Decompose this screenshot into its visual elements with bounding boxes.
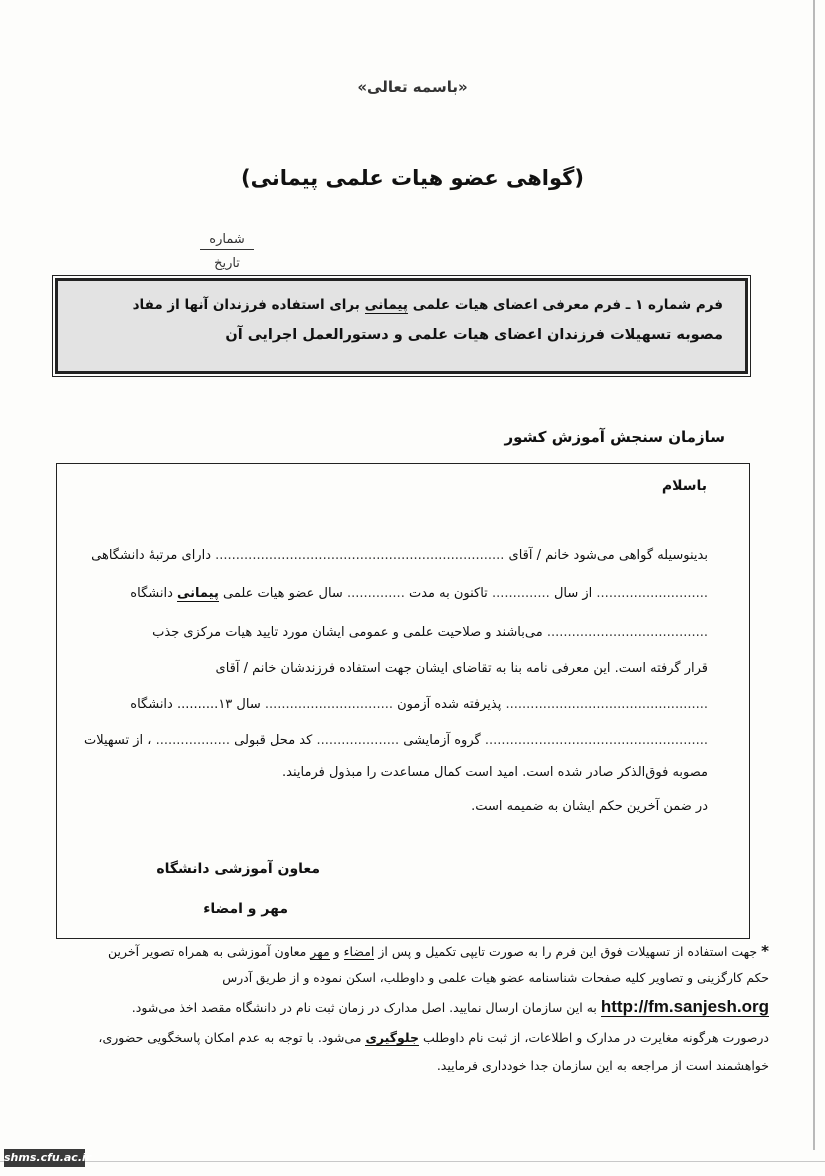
- form-text: سال: [236, 697, 261, 712]
- form-line-7: مصوبه فوق‌الذکر صادر شده است. امید است کمال مساعدت را مبذول فرمایند.: [282, 765, 708, 780]
- form-text: دارای مرتبهٔ دانشگاهی: [91, 548, 211, 563]
- form-text: بدینوسیله گواهی می‌شود خانم / آقای: [508, 548, 708, 563]
- note-line-1: [108, 942, 769, 960]
- note-text: جهت استفاده از تسهیلات فوق این فرم را به صورت تایپی تکمیل و پس از: [378, 944, 758, 959]
- form-text: از سال: [553, 586, 593, 601]
- url-link[interactable]: http://fm.sanjesh.org: [600, 997, 769, 1016]
- note-text: به این سازمان ارسال نمایید. اصل مدارک در زمان ثبت نام در دانشگاه مقصد اخذ می‌شود.: [131, 1000, 597, 1015]
- date-label: تاریخ: [214, 256, 240, 271]
- note-underlined: امضاء: [343, 944, 375, 959]
- form-text: پذیرفته شده آزمون: [397, 697, 502, 712]
- form-text: کد محل قبولی: [234, 733, 313, 748]
- form-line-2: [130, 586, 708, 601]
- note-line-3: [132, 997, 769, 1017]
- underlined-word: پیمانی: [177, 586, 219, 601]
- organization-name: سازمان سنجش آموزش کشور: [504, 428, 725, 446]
- form-line-1: [91, 548, 708, 563]
- fill-blank: ....................: [316, 733, 400, 748]
- form-line-3: [152, 625, 708, 640]
- fill-blank: .................................................: [505, 697, 708, 712]
- form-line-4: قرار گرفته است. این معرفی نامه بنا به تقاضای ایشان جهت استفاده فرزندشان خانم / آقای: [215, 661, 708, 676]
- form-line-8: در ضمن آخرین حکم ایشان به ضمیمه است.: [471, 799, 708, 814]
- form-text: ، از تسهیلات: [84, 733, 152, 748]
- scan-edge-bottom: [0, 1161, 825, 1162]
- note-line-2: حکم کارگزینی و تصاویر کلیه صفحات شناسنامه عضو هیات علمی و داوطلب، اسکن نموده و از طریق آدرس: [222, 971, 769, 985]
- banner-underlined-word: پیمانی: [364, 297, 408, 313]
- note-text: درصورت هرگونه مغایرت در مدارک و اطلاعات، از ثبت نام داوطلب: [422, 1030, 769, 1045]
- form-text: دانشگاه: [130, 586, 173, 601]
- star-icon: *: [761, 942, 769, 960]
- fill-blank: ......................................................................: [215, 548, 505, 563]
- fill-blank: ...........................: [596, 586, 708, 601]
- form-banner: [55, 278, 748, 374]
- footer-watermark: shms.cfu.ac.ir: [4, 1149, 85, 1167]
- note-line-4: [98, 1030, 769, 1045]
- signer-title: معاون آموزشی دانشگاه: [156, 861, 320, 877]
- fill-blank: ......................................................: [484, 733, 708, 748]
- note-line-5: خواهشمند است از مراجعه به این سازمان جدا خودداری فرمایید.: [436, 1058, 769, 1073]
- number-label: شماره: [200, 232, 254, 250]
- note-underlined: جلوگیری: [365, 1030, 419, 1045]
- banner-line-2: مصوبه تسهیلات فرزندان اعضای هیات علمی و دستورالعمل اجرایی آن: [225, 327, 723, 343]
- basmala: «باسمه تعالی»: [357, 78, 468, 96]
- banner-text: فرم شماره ۱ ـ فرم معرفی اعضای هیات علمی: [412, 297, 723, 313]
- number-date-block: [200, 232, 254, 271]
- fill-blank: ..............: [346, 586, 405, 601]
- note-text: معاون آموزشی به همراه تصویر آخرین: [107, 944, 307, 959]
- fill-blank: ..............: [491, 586, 550, 601]
- form-text: دانشگاه: [130, 697, 173, 712]
- fill-blank: ..................: [155, 733, 231, 748]
- greeting: باسلام: [661, 478, 707, 494]
- form-text: سال عضو هیات علمی: [222, 586, 343, 601]
- note-text: و: [333, 944, 340, 959]
- form-line-5: [130, 697, 708, 712]
- banner-line-1: [133, 297, 723, 313]
- document-title: (گواهی عضو هیات علمی پیمانی): [241, 166, 584, 190]
- banner-text: برای استفاده فرزندان آنها از مفاد: [132, 297, 360, 313]
- signer-seal: مهر و امضاء: [203, 901, 288, 917]
- form-text: گروه آزمایشی: [403, 733, 481, 748]
- fill-blank: ...............................: [264, 697, 393, 712]
- fill-blank: .......................................: [546, 625, 708, 640]
- note-text: می‌شود. با توجه به عدم امکان پاسخگویی حضوری،: [98, 1030, 362, 1045]
- form-text: ۱۳..........: [176, 697, 233, 712]
- form-text: تاکنون به مدت: [408, 586, 488, 601]
- form-text: می‌باشند و صلاحیت علمی و عمومی ایشان مورد تایید هیات مرکزی جذب: [152, 625, 543, 640]
- note-underlined: مهر: [310, 944, 330, 959]
- form-line-6: [84, 733, 708, 748]
